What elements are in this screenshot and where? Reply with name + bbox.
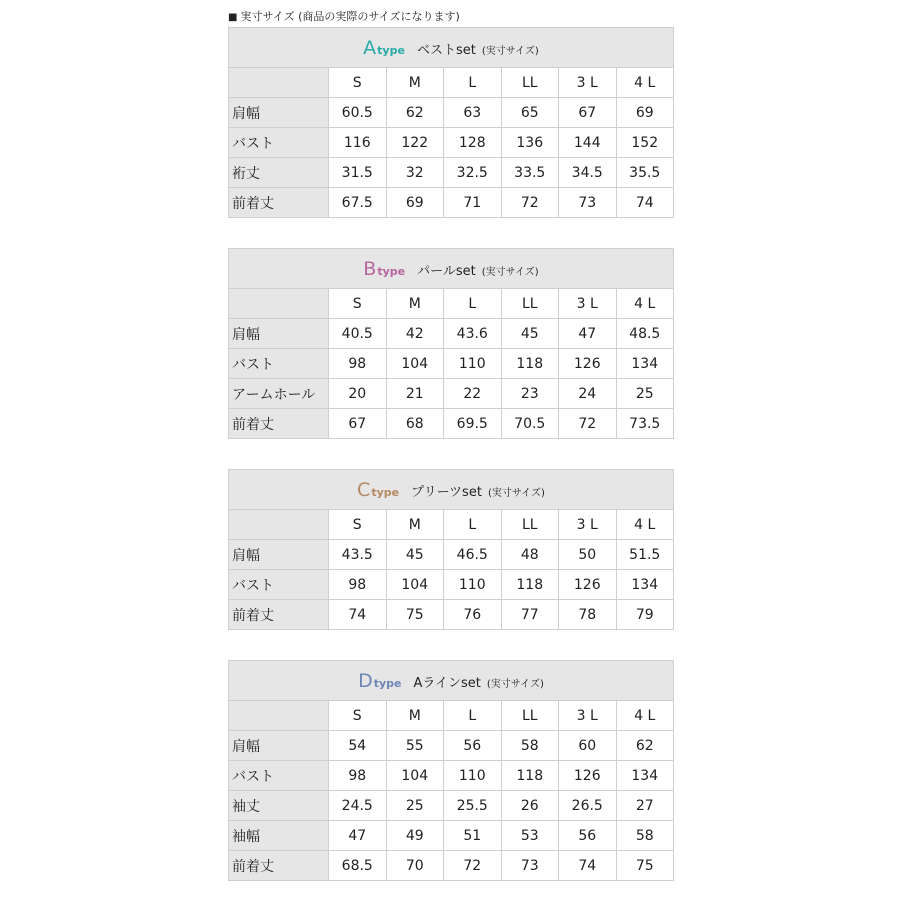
table-row [229,379,674,409]
size-header-cell: 3 L [559,701,617,731]
table-row [229,128,674,158]
measurement-cell: 56 [559,821,617,851]
measurement-cell: 43.6 [444,319,502,349]
size-table [228,27,674,218]
type-letter: A [363,36,377,59]
size-table [228,469,674,630]
measurement-cell: 25.5 [444,791,502,821]
measurement-cell: 69 [386,188,444,218]
header-blank-cell [229,289,329,319]
measurement-cell: 47 [329,821,387,851]
row-label: 袖幅 [229,821,329,851]
measurement-cell: 72 [559,409,617,439]
measurement-cell: 70 [386,851,444,881]
size-header-cell: 4 L [616,510,674,540]
size-note: (実寸サイズ) [481,45,539,57]
row-label: 袖丈 [229,791,329,821]
measurement-cell: 122 [386,128,444,158]
measurement-cell: 72 [501,188,559,218]
measurement-cell: 77 [501,600,559,630]
size-header-cell: M [386,701,444,731]
measurement-cell: 60.5 [329,98,387,128]
measurement-cell: 35.5 [616,158,674,188]
type-suffix: type [377,264,406,278]
size-header-cell: 4 L [616,68,674,98]
measurement-cell: 53 [501,821,559,851]
measurement-cell: 69.5 [444,409,502,439]
measurement-cell: 24 [559,379,617,409]
table-row [229,791,674,821]
table-title [229,661,674,701]
measurement-cell: 72 [444,851,502,881]
measurement-cell: 62 [616,731,674,761]
measurement-cell: 74 [616,188,674,218]
measurement-cell: 73 [559,188,617,218]
size-header-cell: LL [501,68,559,98]
row-label: バスト [229,128,329,158]
table-row [229,731,674,761]
size-header-row [229,68,674,98]
measurement-cell: 68 [386,409,444,439]
heading-text: 実寸サイズ (商品の実際のサイズになります) [240,10,460,23]
table-row [229,540,674,570]
size-header-cell: LL [501,510,559,540]
measurement-cell: 54 [329,731,387,761]
measurement-cell: 78 [559,600,617,630]
size-note: (実寸サイズ) [487,487,545,499]
size-header-cell: S [329,289,387,319]
measurement-cell: 134 [616,570,674,600]
set-name: ベストset [416,42,476,58]
row-label: 前着丈 [229,409,329,439]
size-chart-heading [228,8,674,26]
measurement-cell: 73.5 [616,409,674,439]
measurement-cell: 24.5 [329,791,387,821]
size-header-row [229,289,674,319]
table-row [229,821,674,851]
measurement-cell: 34.5 [559,158,617,188]
row-label: 裄丈 [229,158,329,188]
measurement-cell: 32 [386,158,444,188]
measurement-cell: 104 [386,761,444,791]
type-suffix: type [371,485,400,499]
measurement-cell: 118 [501,349,559,379]
row-label: 肩幅 [229,540,329,570]
row-label: アームホール [229,379,329,409]
measurement-cell: 75 [386,600,444,630]
table-title [229,28,674,68]
row-label: バスト [229,570,329,600]
size-section-b [228,248,674,439]
measurement-cell: 47 [559,319,617,349]
table-row [229,570,674,600]
measurement-cell: 25 [386,791,444,821]
size-table [228,660,674,881]
measurement-cell: 104 [386,349,444,379]
size-tables [228,27,674,881]
measurement-cell: 71 [444,188,502,218]
measurement-cell: 126 [559,761,617,791]
header-blank-cell [229,68,329,98]
table-row [229,188,674,218]
measurement-cell: 73 [501,851,559,881]
measurement-cell: 134 [616,349,674,379]
measurement-cell: 67 [559,98,617,128]
size-header-cell: 3 L [559,68,617,98]
measurement-cell: 49 [386,821,444,851]
measurement-cell: 26 [501,791,559,821]
size-header-cell: M [386,510,444,540]
measurement-cell: 60 [559,731,617,761]
measurement-cell: 32.5 [444,158,502,188]
measurement-cell: 65 [501,98,559,128]
row-label: 肩幅 [229,731,329,761]
measurement-cell: 67 [329,409,387,439]
measurement-cell: 50 [559,540,617,570]
row-label: バスト [229,349,329,379]
measurement-cell: 58 [501,731,559,761]
size-note: (実寸サイズ) [481,266,539,278]
measurement-cell: 25 [616,379,674,409]
row-label: 前着丈 [229,188,329,218]
header-blank-cell [229,701,329,731]
measurement-cell: 31.5 [329,158,387,188]
table-row [229,98,674,128]
size-note: (実寸サイズ) [486,678,544,690]
size-section-a [228,27,674,218]
measurement-cell: 56 [444,731,502,761]
measurement-cell: 79 [616,600,674,630]
measurement-cell: 126 [559,570,617,600]
measurement-cell: 27 [616,791,674,821]
measurement-cell: 128 [444,128,502,158]
measurement-cell: 48 [501,540,559,570]
measurement-cell: 63 [444,98,502,128]
table-row [229,158,674,188]
set-name: Aラインset [413,675,481,691]
measurement-cell: 42 [386,319,444,349]
measurement-cell: 26.5 [559,791,617,821]
size-header-cell: 4 L [616,289,674,319]
table-title [229,249,674,289]
size-section-d [228,660,674,881]
measurement-cell: 58 [616,821,674,851]
row-label: 前着丈 [229,851,329,881]
table-row [229,851,674,881]
measurement-cell: 104 [386,570,444,600]
measurement-cell: 98 [329,570,387,600]
size-header-row [229,701,674,731]
measurement-cell: 23 [501,379,559,409]
measurement-cell: 51.5 [616,540,674,570]
row-label: 肩幅 [229,319,329,349]
table-title [229,470,674,510]
measurement-cell: 40.5 [329,319,387,349]
size-section-c [228,469,674,630]
measurement-cell: 33.5 [501,158,559,188]
size-header-cell: M [386,289,444,319]
measurement-cell: 67.5 [329,188,387,218]
size-header-cell: L [444,289,502,319]
row-label: 肩幅 [229,98,329,128]
type-letter: C [357,478,371,501]
measurement-cell: 134 [616,761,674,791]
measurement-cell: 74 [329,600,387,630]
size-table [228,248,674,439]
measurement-cell: 46.5 [444,540,502,570]
table-row [229,409,674,439]
size-header-cell: LL [501,289,559,319]
measurement-cell: 48.5 [616,319,674,349]
size-header-cell: L [444,68,502,98]
size-header-cell: 4 L [616,701,674,731]
size-header-cell: S [329,68,387,98]
measurement-cell: 69 [616,98,674,128]
set-name: プリーツset [411,484,482,500]
measurement-cell: 144 [559,128,617,158]
measurement-cell: 136 [501,128,559,158]
size-header-cell: S [329,510,387,540]
size-chart-container [228,8,674,911]
set-name: パールset [417,263,476,279]
measurement-cell: 76 [444,600,502,630]
measurement-cell: 45 [386,540,444,570]
type-suffix: type [373,676,402,690]
measurement-cell: 51 [444,821,502,851]
size-header-cell: 3 L [559,510,617,540]
measurement-cell: 20 [329,379,387,409]
measurement-cell: 68.5 [329,851,387,881]
size-header-cell: M [386,68,444,98]
square-bullet-icon: ■ [228,12,238,23]
measurement-cell: 62 [386,98,444,128]
row-label: バスト [229,761,329,791]
measurement-cell: 110 [444,570,502,600]
measurement-cell: 98 [329,349,387,379]
size-header-row [229,510,674,540]
measurement-cell: 110 [444,761,502,791]
table-row [229,600,674,630]
measurement-cell: 118 [501,761,559,791]
measurement-cell: 70.5 [501,409,559,439]
table-row [229,761,674,791]
measurement-cell: 22 [444,379,502,409]
type-letter: B [363,257,377,280]
row-label: 前着丈 [229,600,329,630]
measurement-cell: 21 [386,379,444,409]
type-suffix: type [377,43,405,57]
measurement-cell: 45 [501,319,559,349]
header-blank-cell [229,510,329,540]
size-header-cell: L [444,510,502,540]
measurement-cell: 110 [444,349,502,379]
measurement-cell: 74 [559,851,617,881]
measurement-cell: 116 [329,128,387,158]
size-header-cell: 3 L [559,289,617,319]
measurement-cell: 152 [616,128,674,158]
measurement-cell: 126 [559,349,617,379]
size-header-cell: LL [501,701,559,731]
measurement-cell: 43.5 [329,540,387,570]
table-row [229,319,674,349]
measurement-cell: 118 [501,570,559,600]
size-header-cell: S [329,701,387,731]
measurement-cell: 75 [616,851,674,881]
table-row [229,349,674,379]
type-letter: D [358,669,373,692]
measurement-cell: 98 [329,761,387,791]
size-header-cell: L [444,701,502,731]
measurement-cell: 55 [386,731,444,761]
